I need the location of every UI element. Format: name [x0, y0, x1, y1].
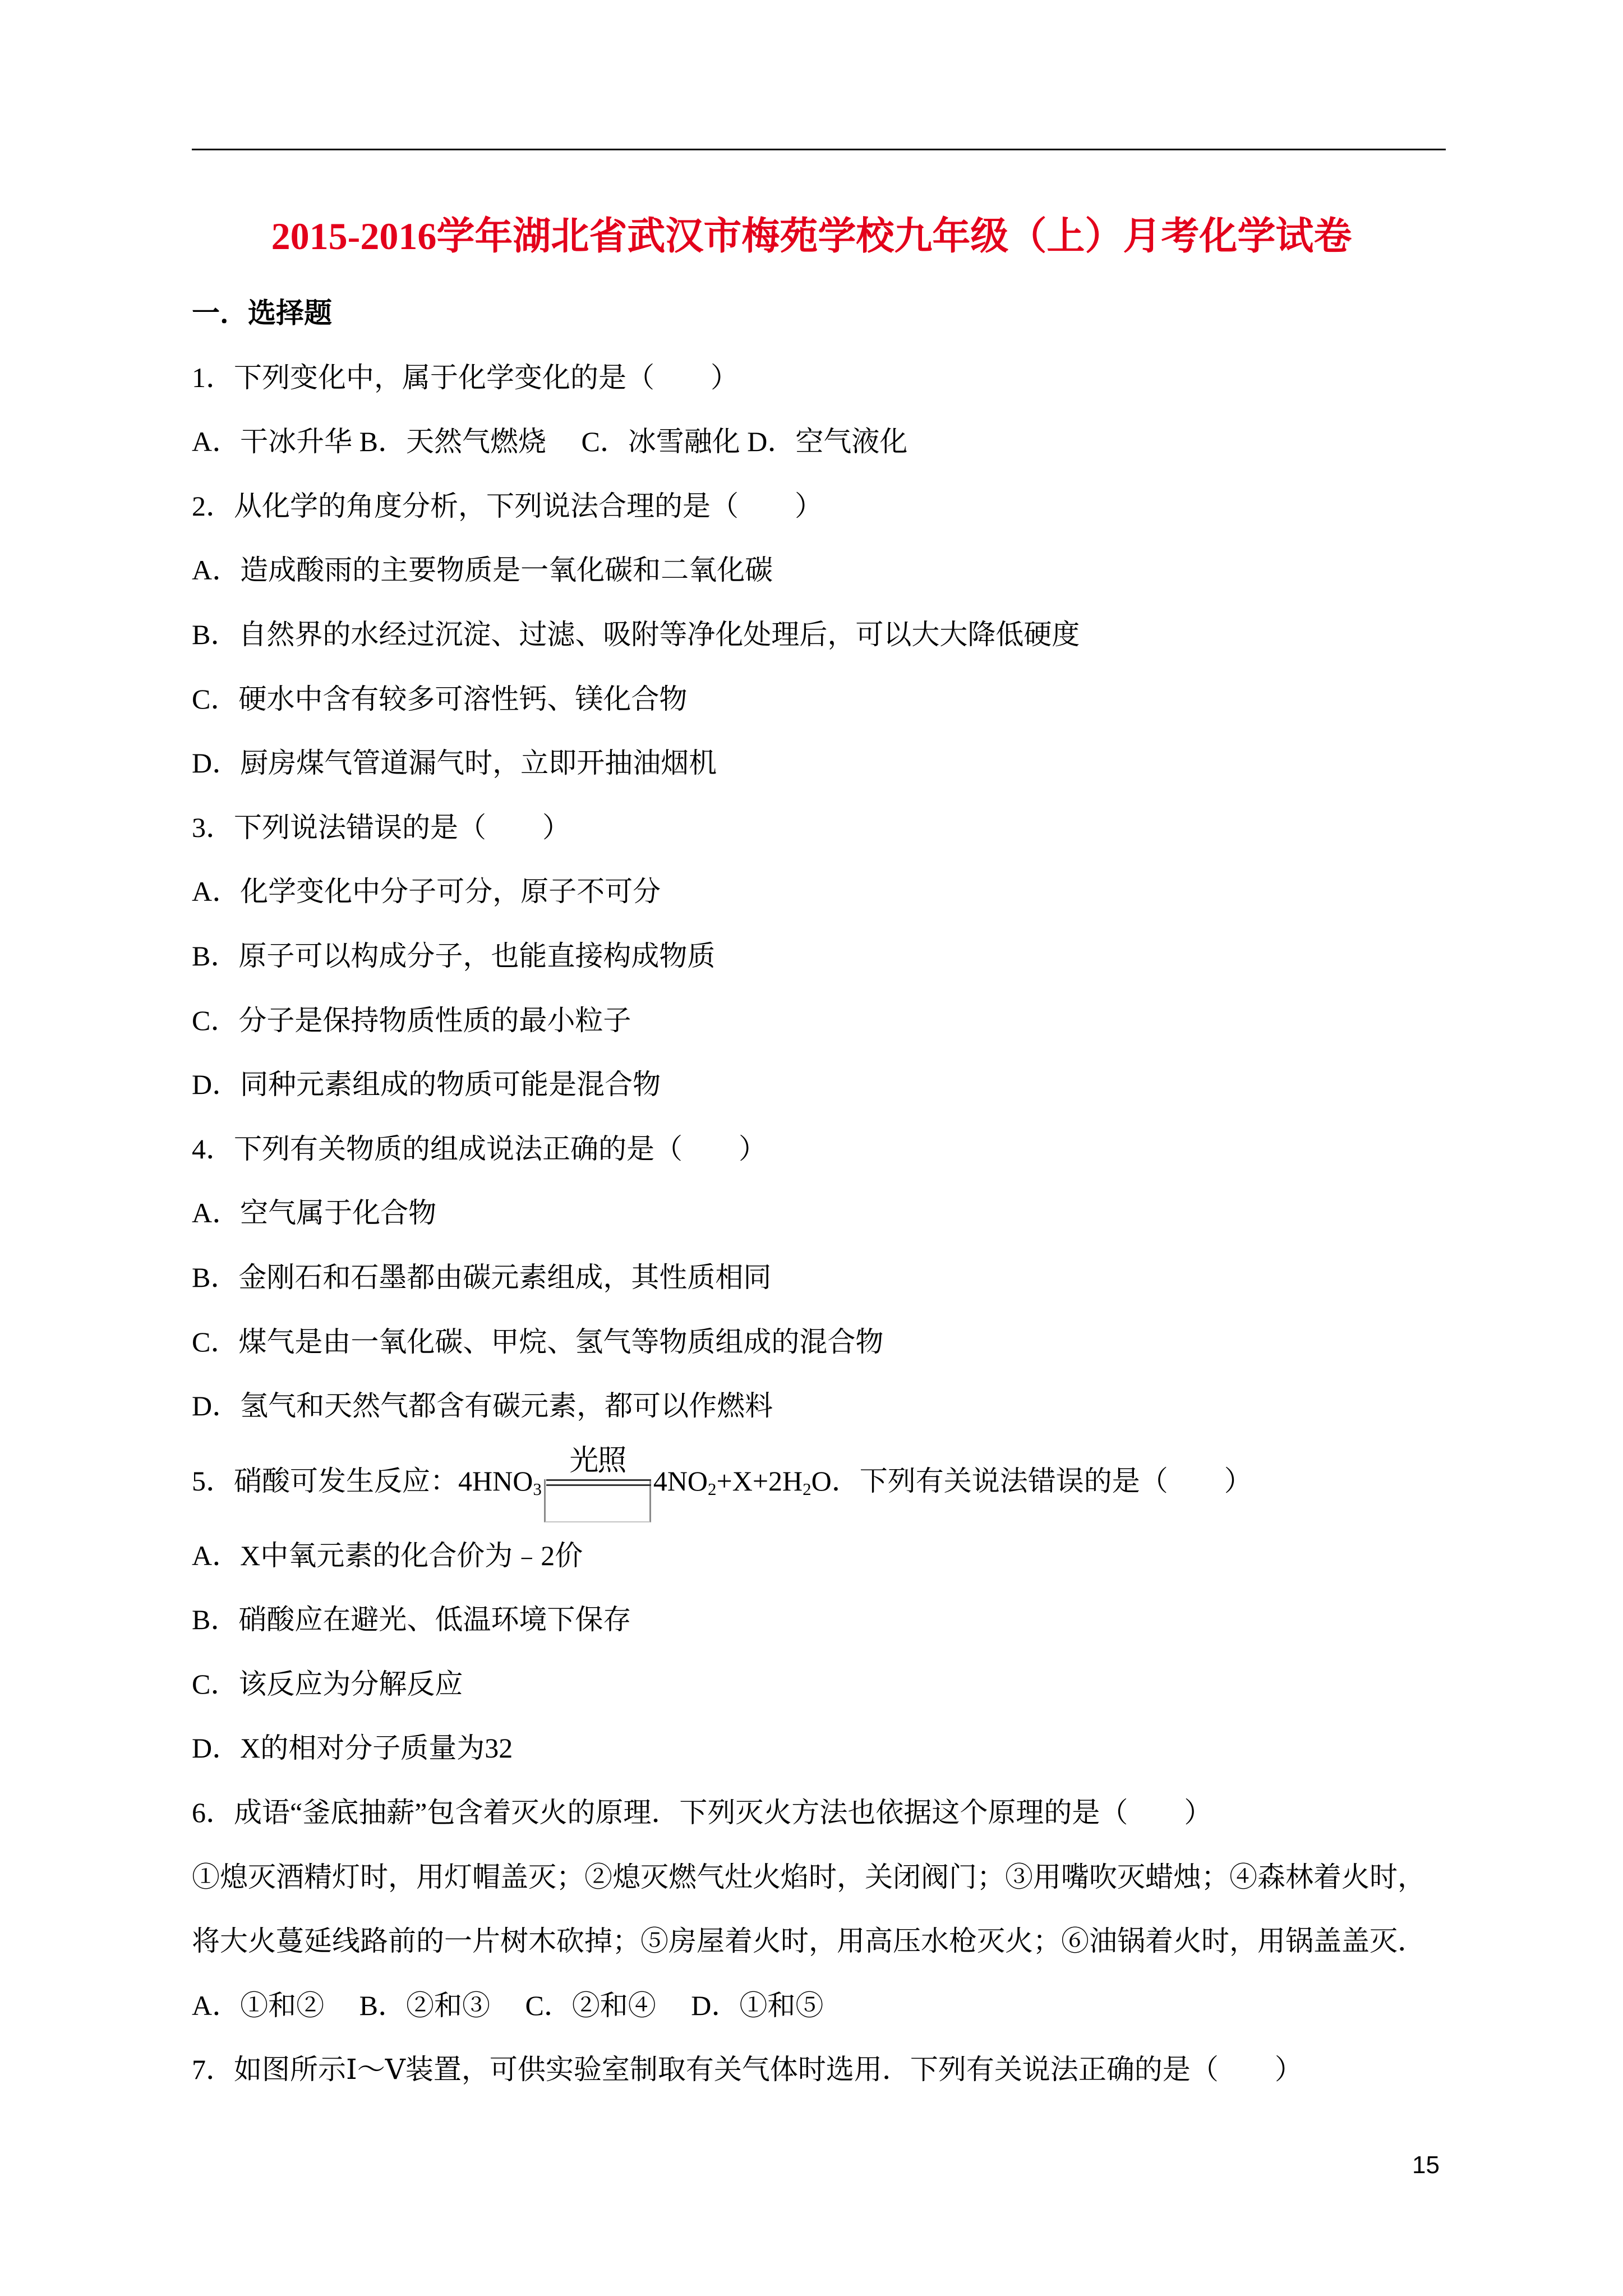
question-3-stem: 3．下列说法错误的是（ ） — [192, 811, 570, 843]
question-1-stem: 1．下列变化中，属于化学变化的是（ ） — [192, 361, 739, 393]
question-3-option-d: D．同种元素组成的物质可能是混合物 — [192, 1069, 661, 1101]
question-2-option-c: C．硬水中含有较多可溶性钙、镁化合物 — [192, 683, 688, 715]
equation-product: +X+2H — [716, 1465, 803, 1497]
question-4-option-d: D．氢气和天然气都含有碳元素，都可以作燃料 — [192, 1390, 773, 1422]
question-6-statements-line-2: 将大火蔓延线路前的一片树木砍掉；⑤房屋着火时，用高压水枪灭火；⑥油锅着火时，用锅盖盖灭． — [192, 1925, 1426, 1957]
question-2-option-b: B．自然界的水经过沉淀、过滤、吸附等净化处理后，可以大大降低硬度 — [192, 618, 1080, 650]
question-3-option-c: C．分子是保持物质性质的最小粒子 — [192, 1004, 631, 1036]
equation-product: 4NO — [653, 1465, 708, 1497]
question-4-stem: 4．下列有关物质的组成说法正确的是（ ） — [192, 1133, 767, 1165]
question-4-option-c: C．煤气是由一氧化碳、甲烷、氢气等物质组成的混合物 — [192, 1326, 884, 1358]
question-2-option-d: D．厨房煤气管道漏气时，立即开抽油烟机 — [192, 747, 717, 779]
top-rule — [192, 149, 1446, 150]
question-4-option-b: B．金刚石和石墨都由碳元素组成，其性质相同 — [192, 1261, 772, 1293]
question-2-stem: 2．从化学的角度分析，下列说法合理的是（ ） — [192, 490, 823, 522]
question-5-prompt: O．下列有关说法错误的是（ ） — [811, 1465, 1252, 1497]
question-6-options: A．①和② B．②和③ C．②和④ D．①和⑤ — [192, 1989, 824, 2021]
section-heading: 一．选择题 — [192, 297, 332, 329]
question-5-option-b: B．硝酸应在避光、低温环境下保存 — [192, 1604, 631, 1636]
reaction-condition — [543, 1443, 652, 1525]
question-6-stem: 6．成语“釜底抽薪”包含着灭火的原理．下列灭火方法也依据这个原理的是（ ） — [192, 1797, 1212, 1829]
question-list — [192, 281, 1538, 2102]
question-2-option-a: A．造成酸雨的主要物质是一氧化碳和二氧化碳 — [192, 554, 773, 586]
question-5-option-d: D．X的相对分子质量为32 — [192, 1732, 513, 1764]
question-1-options: A．干冰升华 B．天然气燃烧 C．冰雪融化 D．空气液化 — [192, 426, 908, 458]
equation-reactant: 5．硝酸可发生反应：4HNO — [192, 1465, 533, 1497]
question-5-stem — [192, 1438, 1538, 1524]
question-3-option-b: B．原子可以构成分子，也能直接构成物质 — [192, 940, 716, 972]
page-number: 15 — [1412, 2151, 1440, 2179]
question-3-option-a: A．化学变化中分子可分，原子不可分 — [192, 876, 661, 908]
question-4-option-a: A．空气属于化合物 — [192, 1197, 437, 1229]
equals-sign-upper-line — [546, 1479, 651, 1481]
subscript: 3 — [533, 1479, 542, 1499]
reaction-condition-label: 光照 — [569, 1443, 626, 1478]
question-5-option-c: C．该反应为分解反应 — [192, 1668, 463, 1700]
subscript: 2 — [708, 1479, 717, 1499]
equals-sign-lower-line — [546, 1484, 651, 1486]
question-6-statements-line-1: ①熄灭酒精灯时，用灯帽盖灭；②熄灭燃气灶火焰时，关闭阀门；③用嘴吹灭蜡烛；④森林着火时， — [192, 1861, 1426, 1893]
document-title: 2015-2016学年湖北省武汉市梅苑学校九年级（上）月考化学试卷 — [271, 215, 1352, 257]
subscript: 2 — [803, 1479, 811, 1499]
question-5-option-a: A．X中氧元素的化合价为﹣2价 — [192, 1539, 583, 1571]
question-7-stem: 7．如图所示Ⅰ～Ⅴ装置，可供实验室制取有关气体时选用．下列有关说法正确的是（ ） — [192, 2054, 1303, 2086]
